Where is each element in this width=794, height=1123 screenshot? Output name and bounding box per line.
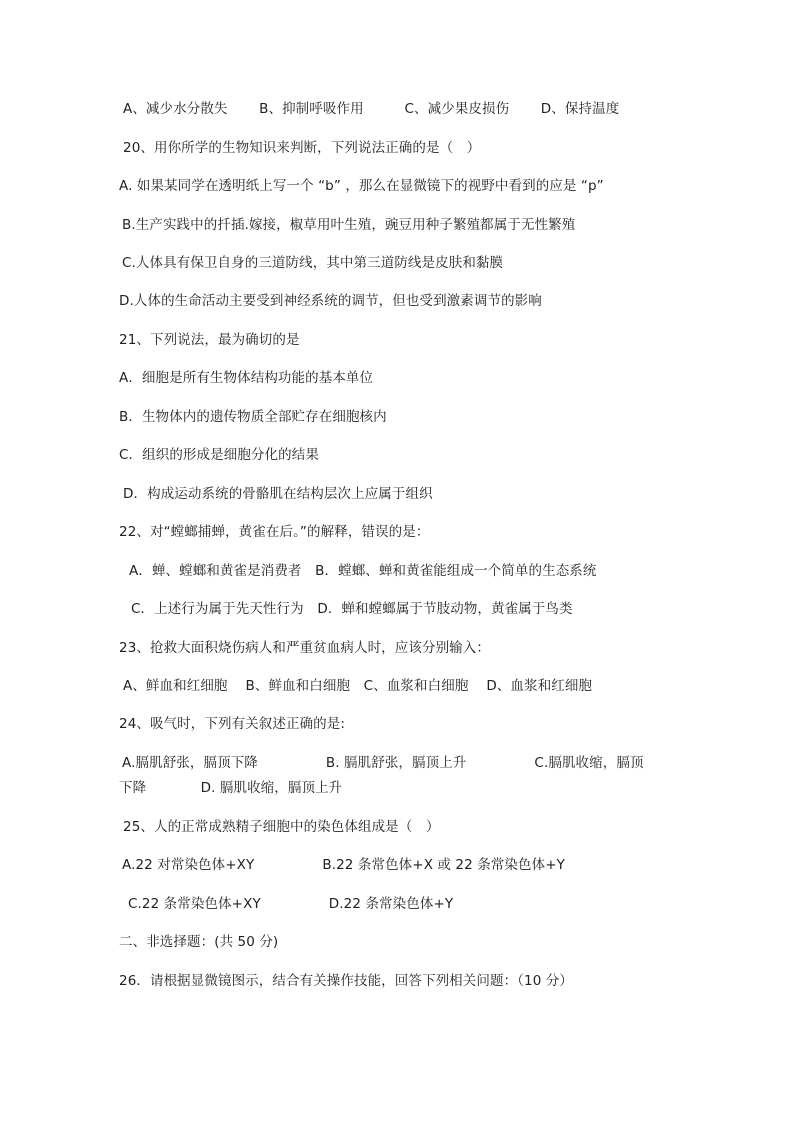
q21-option-a: A．细胞是所有生物体结构功能的基本单位 xyxy=(119,370,374,386)
q25-options-ab: A.22 对常染色体+XY B.22 条常色体+X 或 22 条常染色体+Y xyxy=(122,857,565,873)
section-two-heading: 二、非选择题：(共 50 分) xyxy=(119,934,279,950)
q25-options-cd: C.22 条常染色体+XY D.22 条常染色体+Y xyxy=(128,896,454,912)
q23-question: 23、抢救大面积烧伤病人和严重贫血病人时，应该分别输入： xyxy=(119,640,490,656)
q21-option-b: B．生物体内的遗传物质全部贮存在细胞核内 xyxy=(119,409,387,425)
q21-question: 21、下列说法，最为确切的是 xyxy=(119,332,300,348)
q25-question: 25、人的正常成熟精子细胞中的染色体组成是（ ） xyxy=(123,819,440,835)
q20-option-c: C.人体具有保卫自身的三道防线，其中第三道防线是皮肤和黏膜 xyxy=(122,255,504,271)
q20-option-d: D.人体的生命活动主要受到神经系统的调节，但也受到激素调节的影响 xyxy=(119,293,542,309)
q22-options-cd: C．上述行为属于先天性行为 D．蝉和螳螂属于节肢动物，黄雀属于鸟类 xyxy=(131,601,573,617)
q24-options-line2: 下降 D. 膈肌收缩，膈顶上升 xyxy=(119,780,343,796)
q22-options-ab: A．蝉、螳螂和黄雀是消费者 B．螳螂、蝉和黄雀能组成一个简单的生态系统 xyxy=(129,563,597,579)
q23-options: A、鲜血和红细胞 B、鲜血和白细胞 C、血浆和白细胞 D、血浆和红细胞 xyxy=(123,678,593,694)
q24-question: 24、吸气时，下列有关叙述正确的是: xyxy=(119,716,346,732)
q26-question: 26．请根据显微镜图示，结合有关操作技能，回答下列相关问题：（10 分） xyxy=(119,973,573,989)
q20-option-a: A. 如果某同学在透明纸上写一个 “b” ，那么在显微镜下的视野中看到的应是 “p” xyxy=(119,178,604,194)
q24-options-line1: A.膈肌舒张，膈顶下降 B. 膈肌舒张，膈顶上升 C.膈肌收缩，膈顶 xyxy=(122,755,644,771)
q20-option-b: B.生产实践中的扦插.嫁接，椒草用叶生殖，豌豆用种子繁殖都属于无性繁殖 xyxy=(122,217,576,233)
q20-question: 20、用你所学的生物知识来判断，下列说法正确的是（ ） xyxy=(123,140,481,156)
q19-options: A、减少水分散失 B、抑制呼吸作用 C、减少果皮损伤 D、保持温度 xyxy=(123,101,620,117)
q21-option-d: D．构成运动系统的骨骼肌在结构层次上应属于组织 xyxy=(123,486,433,502)
q22-question: 22、对“螳螂捕蝉，黄雀在后。”的解释，错误的是： xyxy=(119,524,430,540)
q21-option-c: C．组织的形成是细胞分化的结果 xyxy=(119,447,319,463)
